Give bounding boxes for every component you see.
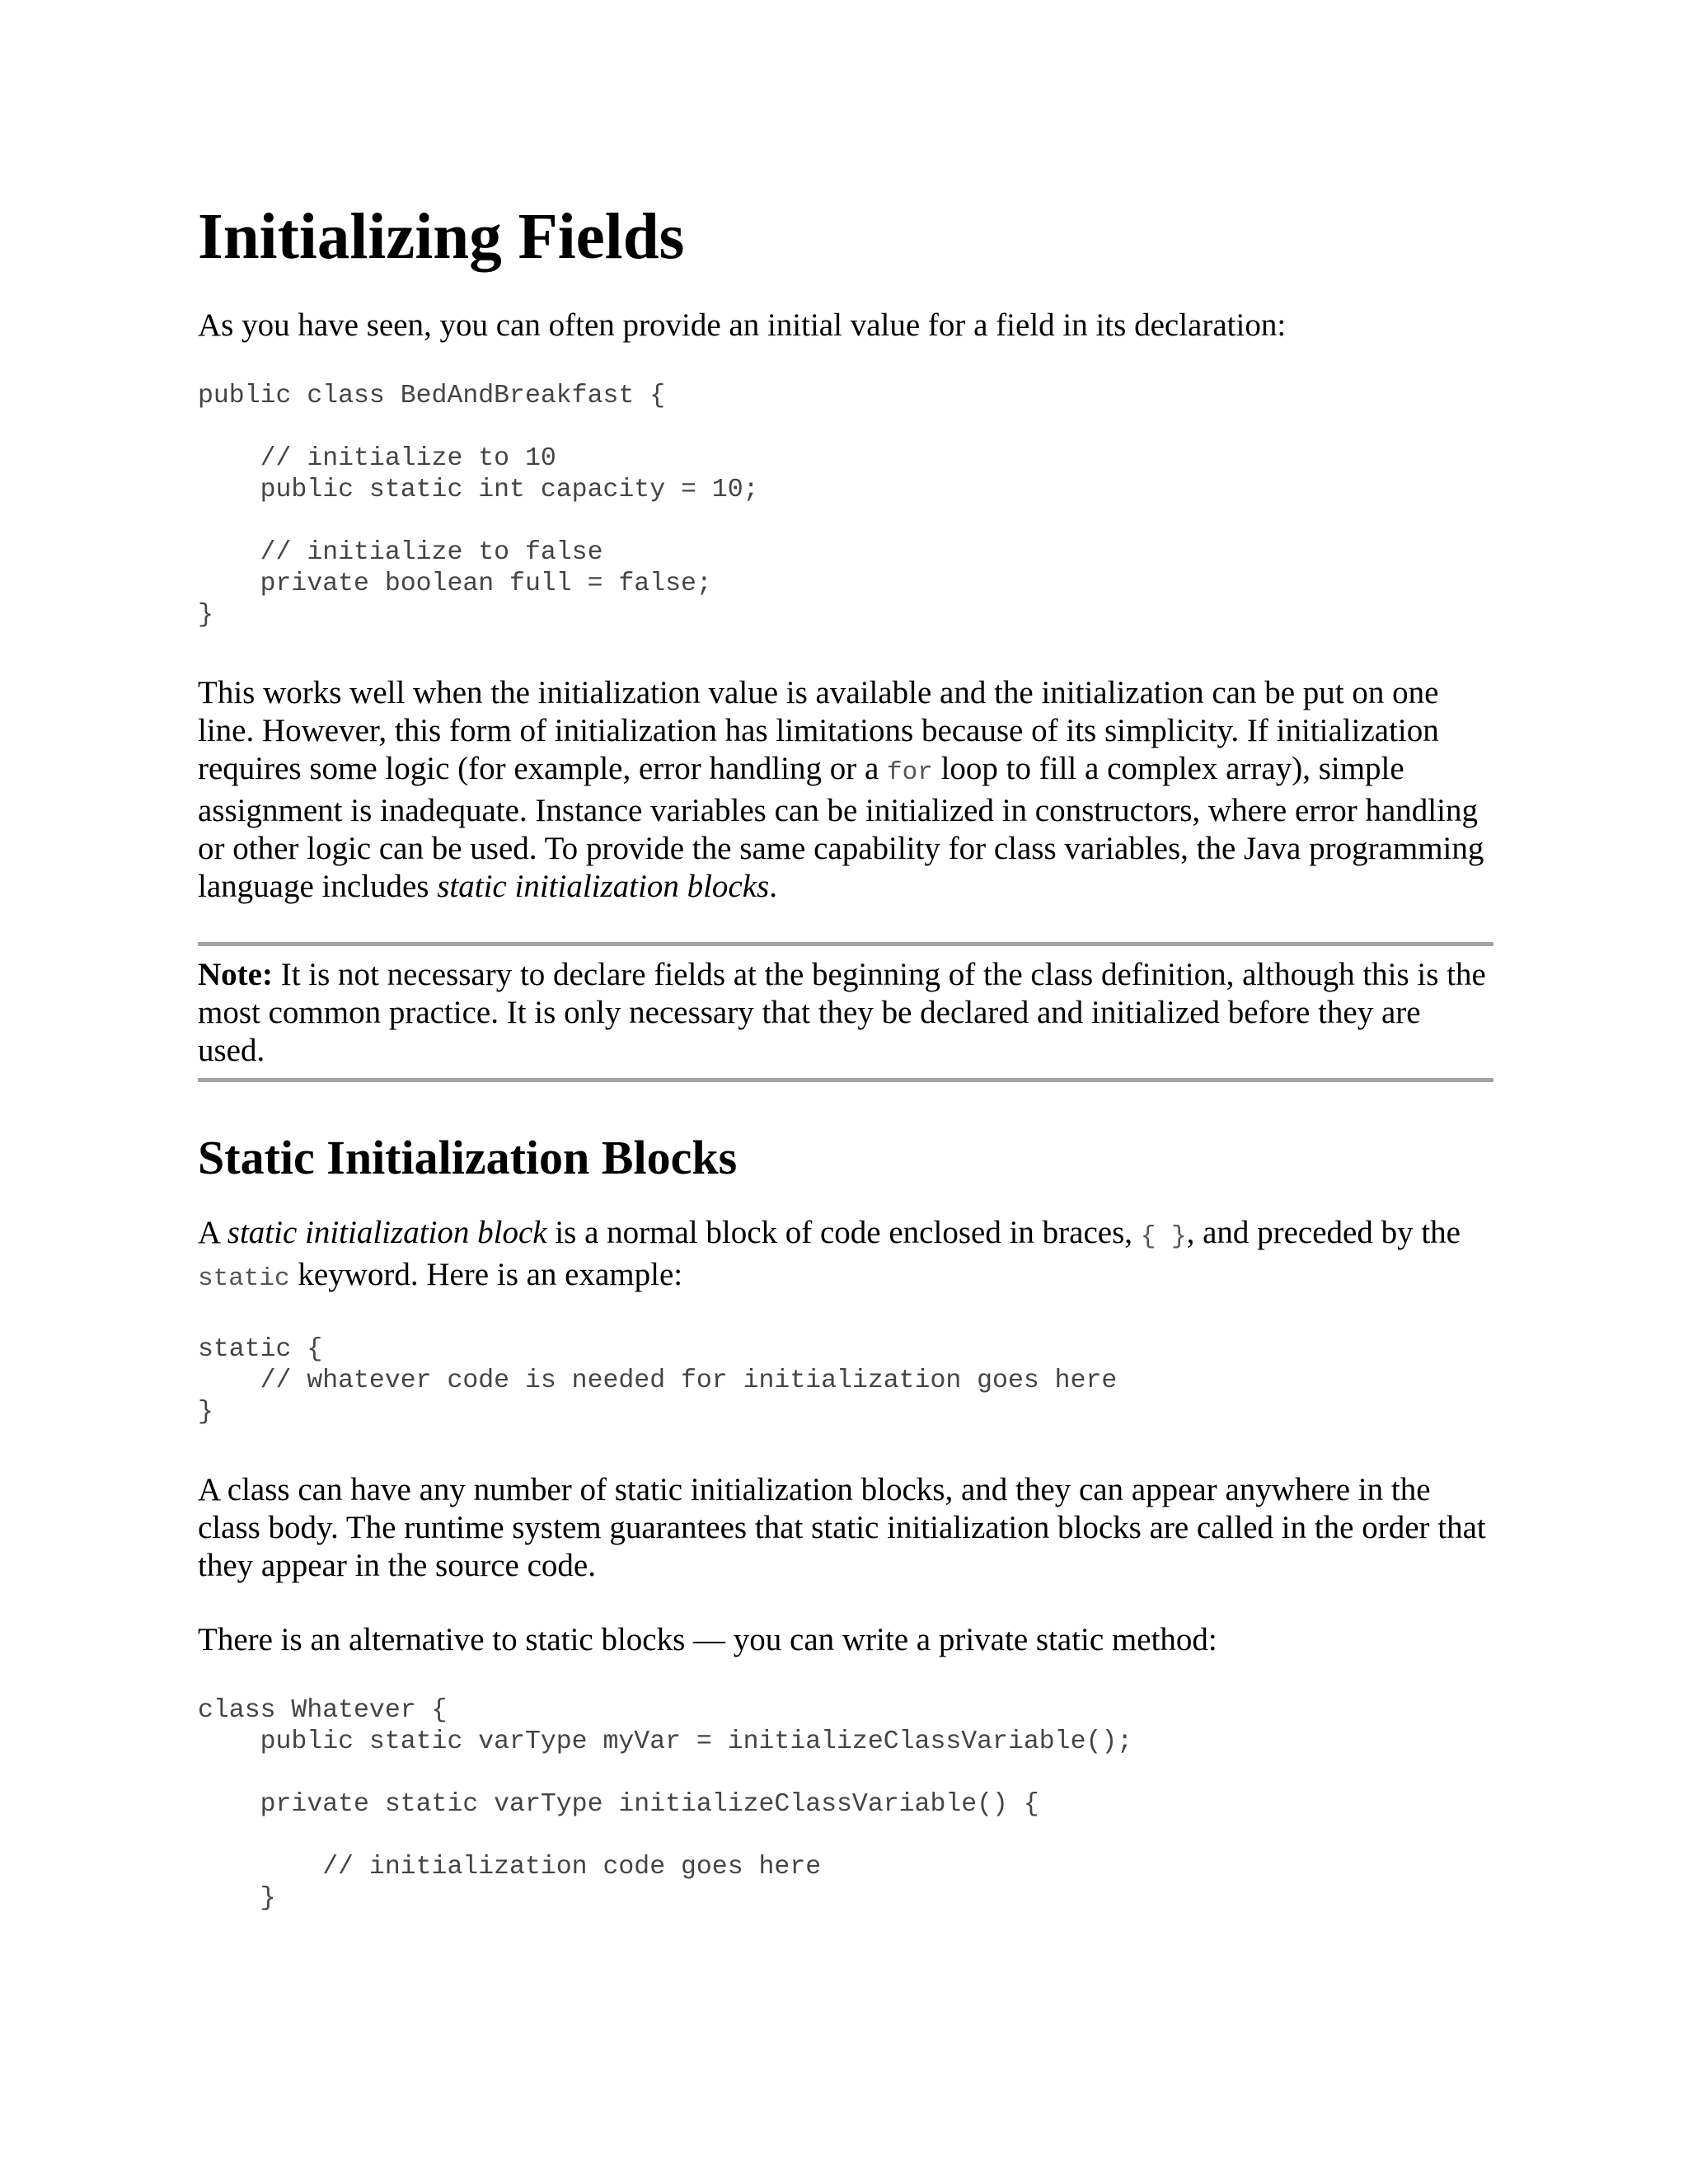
limitations-paragraph [198,674,1493,906]
code-blank-line [198,506,1493,537]
code-blank-line [198,412,1493,443]
emphasis-static-initialization-blocks: static initialization blocks [437,868,770,904]
code-line: } [198,600,213,630]
code-line: } [198,1397,213,1427]
code-line: public class BedAndBreakfast { [198,381,666,410]
note-box [198,942,1493,1082]
text-run: loop to fill a complex array), simple assignment is inadequate. Instance variables can be initialized in constructors, where error handling or other logic can be used. To provide the same capability for class variables, the Java programming language includes [198,750,1484,904]
code-line: public static int capacity = 10; [198,475,759,504]
text-run: keyword. Here is an example: [289,1256,683,1292]
code-block-static-example [198,1334,1493,1428]
code-block-bed-and-breakfast [198,381,1493,631]
text-run: A [198,1214,227,1250]
code-blank-line [198,1821,1493,1852]
note-text: It is not necessary to declare fields at the beginning of the class definition, although this is the most common practice. It is only necessary that they be declared and initialized before they are used. [198,956,1486,1068]
text-run: This works well when the initialization value is available and the initialization can be put on one line. However, this form of initialization has limitations because of its simplicity. If initialization requires some logic (for example, error handling or a [198,674,1439,786]
text-run: . [769,868,777,904]
code-line: // initialize to false [198,537,603,567]
code-line: class Whatever { [198,1695,448,1725]
code-line: // initialize to 10 [198,443,556,473]
code-line: public static varType myVar = initializeClassVariable(); [198,1727,1133,1756]
emphasis-static-initialization-block: static initialization block [227,1214,547,1250]
code-block-whatever-class [198,1695,1493,1915]
code-line: private static varType initializeClassVariable() { [198,1789,1039,1819]
section-title-static-initialization-blocks: Static Initialization Blocks [198,1130,738,1184]
static-blocks-order-paragraph: A class can have any number of static initialization blocks, and they can appear anywhere in the class body. The runtime system guarantees that static initialization blocks are called in the order that they appear in the source code. [198,1471,1486,1583]
intro-paragraph: As you have seen, you can often provide an initial value for a field in its declaration: [198,307,1287,343]
text-run: , and preceded by the [1186,1214,1461,1250]
static-block-definition-paragraph [198,1214,1493,1298]
inline-code-static: static [198,1263,290,1293]
note-label: Note: [198,956,273,992]
alternative-paragraph: There is an alternative to static blocks — you can write a private static method: [198,1621,1217,1657]
code-line: static { [198,1334,323,1364]
code-line: } [198,1883,276,1913]
inline-code-braces: { } [1140,1221,1187,1251]
inline-code-for: for [887,757,933,787]
section-title-initializing-fields: Initializing Fields [198,201,685,273]
text-run: is a normal block of code enclosed in braces, [546,1214,1141,1250]
code-blank-line [198,1758,1493,1789]
code-line: private boolean full = false; [198,569,712,598]
code-line: // whatever code is needed for initialization goes here [198,1366,1118,1395]
code-line: // initialization code goes here [198,1852,822,1882]
